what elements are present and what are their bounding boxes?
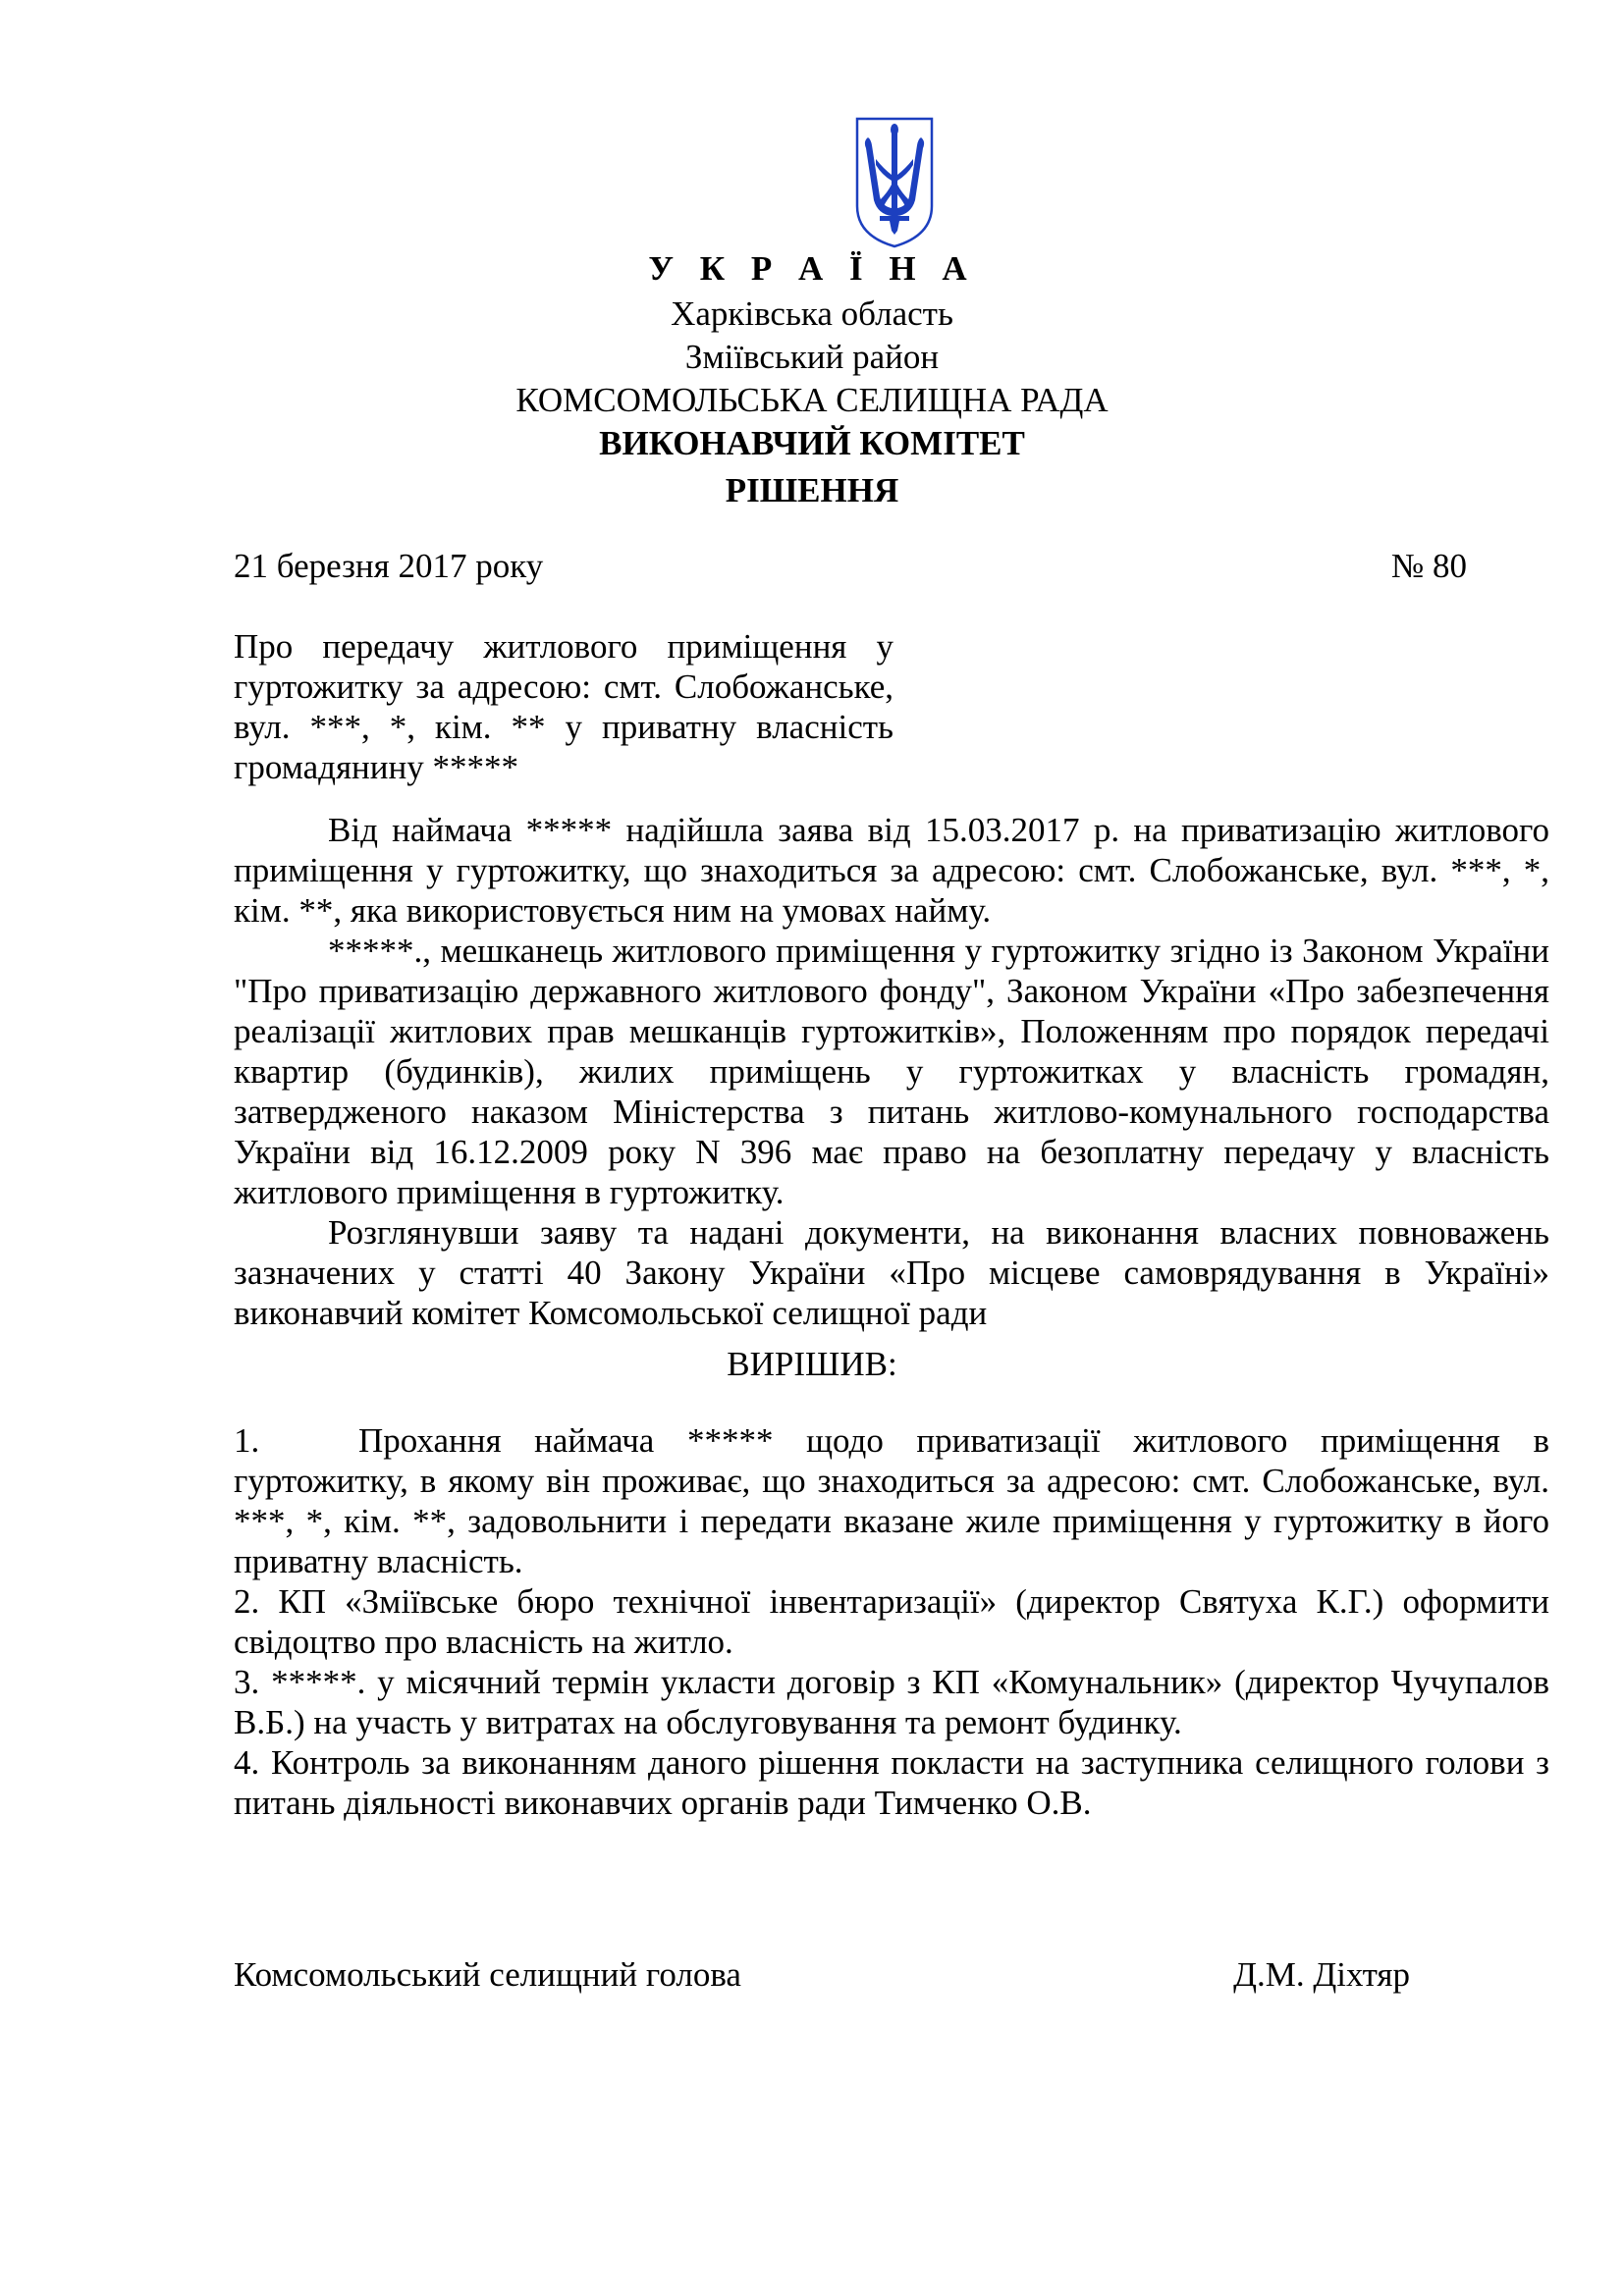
resolution-points [234,1420,1549,1823]
point-number: 1. [234,1421,260,1460]
resolution-point-1 [234,1420,1549,1581]
preamble-paragraph: *****., мешканець житлового приміщення у гуртожитку згідно із Законом України "Про приватизацію державного житлового фонду", Законом України «Про забезпечення реалізації житлових прав мешканців гуртожитків», Положенням про порядок передачі квартир (будинків), жилих приміщень у гуртожитках у власність громадян, затвердженого наказом Міністерства з питань житлово-комунального господарства України від 16.12.2009 року N 396 має право на безоплатну передачу у власність житлового приміщення в гуртожитку. [234,932,1549,1211]
resolution-point-3: 3. *****. у місячний термін укласти договір з КП «Комунальник» (директор Чучупалов В.Б.) на участь у витратах на обслуговування та ремонт будинку. [234,1663,1549,1741]
preamble-paragraph: Від наймача ***** надійшла заява від 15.03.2017 р. на приватизацію житлового приміщення у гуртожитку, що знаходиться за адресою: смт. Слобожанське, вул. ***, *, кім. **, яка використовується ним на умовах найму. [234,811,1549,930]
ukraine-coat-of-arms-icon [854,116,935,249]
country-name: У К Р А Ї Н А [648,249,976,288]
decision-number: № 80 [1390,547,1467,585]
signatory-position: Комсомольський селищний голова [234,1955,741,1994]
resolution-point-2: 2. КП «Зміївське бюро технічної інвентаризації» (директор Святуха К.Г.) оформити свідоцтво про власність на житло. [234,1582,1549,1661]
region-name: Харківська область [671,294,953,333]
document-header [0,245,1624,465]
decision-title: РІШЕННЯ [725,471,899,509]
district-name: Зміївський район [684,338,940,376]
decision-date: 21 березня 2017 року [234,547,544,585]
preamble [234,810,1549,1333]
council-name: КОМСОМОЛЬСЬКА СЕЛИЩНА РАДА [515,381,1109,419]
resolution-point-4: 4. Контроль за виконанням даного рішення покласти на заступника селищного голови з питань діяльності виконавчих органів ради Тимченко О.В. [234,1743,1549,1822]
resolved-heading: ВИРІШИВ: [727,1345,897,1383]
point-text: Прохання наймача ***** щодо приватизації житлового приміщення в гуртожитку, в якому він проживає, що знаходиться за адресою: смт. Слобожанське, вул. ***, *, кім. **, задовольнити і передати вказане жиле приміщення у гуртожитку в його приватну власність. [234,1421,1549,1580]
signatory-name: Д.М. Діхтяр [1233,1955,1410,1994]
committee-name: ВИКОНАВЧИЙ КОМІТЕТ [599,424,1025,462]
decision-subject: Про передачу житлового приміщення у гуртожитку за адресою: смт. Слобожанське, вул. ***, *, кім. ** у приватну власність громадянину ***** [234,627,893,786]
preamble-paragraph: Розглянувши заяву та надані документи, на виконання власних повноважень зазначених у статті 40 Закону України «Про місцеве самоврядування в Україні» виконавчий комітет Комсомольської селищної ради [234,1213,1549,1332]
